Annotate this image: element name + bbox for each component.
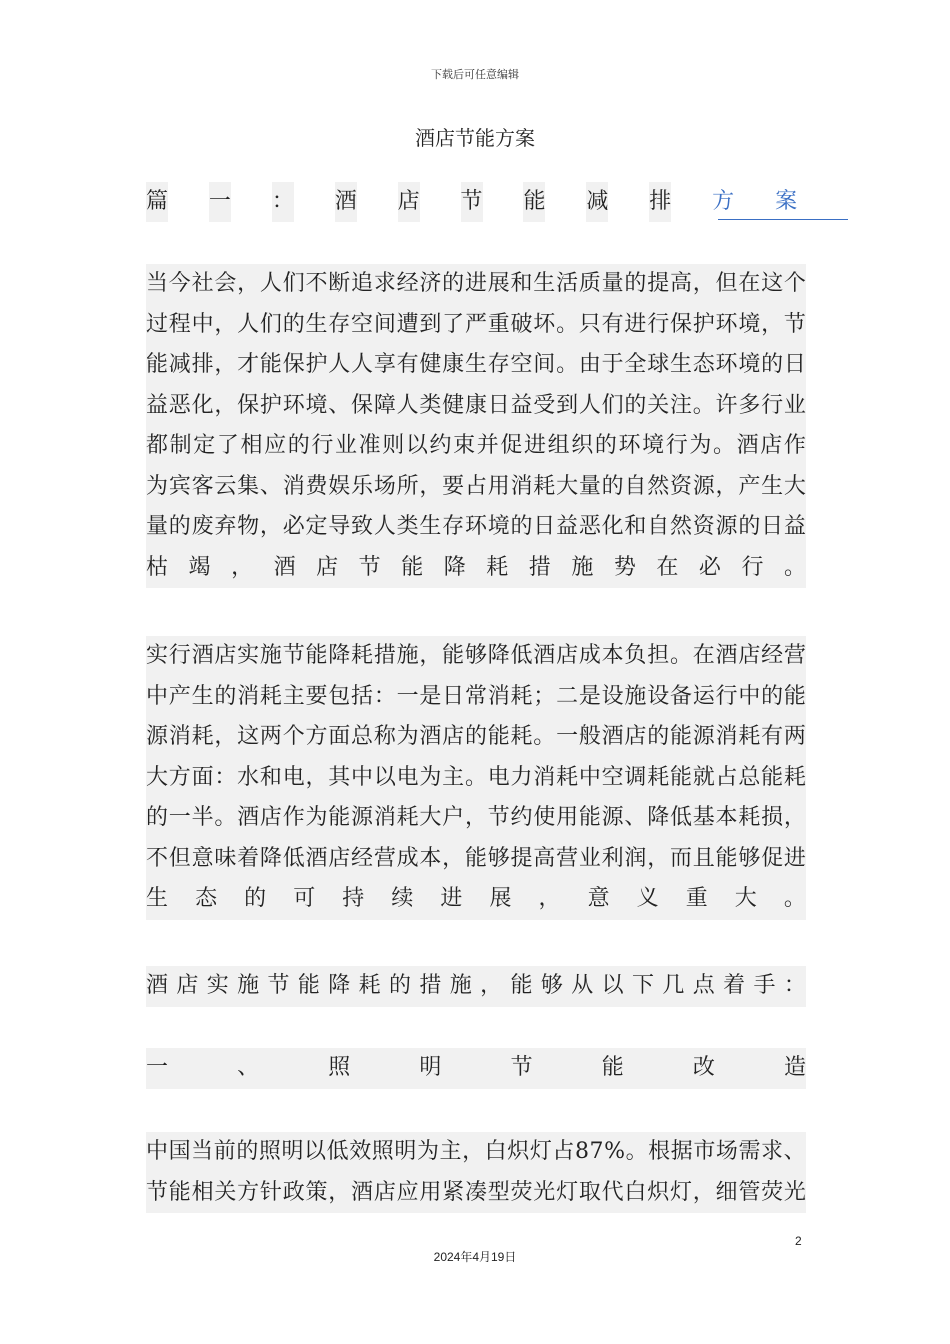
heading-char: 、 (237, 1055, 260, 1080)
line-char: 行 (741, 554, 764, 580)
document-title: 酒店节能方案 (415, 126, 535, 150)
heading-char: 明 (419, 1055, 442, 1080)
line-char: 下 (632, 973, 655, 998)
line-char: 点 (692, 973, 715, 998)
paragraph-line: 中 国 当 前 的 照 明 以 低 效 照 明 为 主 ， 白 炽 灯 占 8 7 % 。 根 据 市 场 需 求 、 (146, 1132, 806, 1173)
line-char: 可 (293, 886, 316, 911)
paragraph-energy-consumption (146, 636, 806, 920)
heading-char: 一 (209, 182, 231, 222)
paragraph-line: 的 一 半 。 酒 店 作 为 能 源 消 耗 大 户 ， 节 约 使 用 能 源 、 降 低 基 本 耗 损 ， (146, 798, 806, 839)
line-char: 手 (753, 973, 776, 998)
paragraph-line: 为 宾 客 云 集 、 消 费 娱 乐 场 所 ， 要 占 用 消 耗 大 量 的 自 然 资 源 ， 产 生 大 (146, 467, 806, 508)
paragraph-line: 能 减 排 ， 才 能 保 护 人 人 享 有 健 康 生 存 空 间 。 由 于 全 球 生 态 环 境 的 日 (146, 345, 806, 386)
measures-intro (146, 966, 806, 1007)
line-char: 以 (601, 973, 624, 998)
line-char: 。 (783, 886, 806, 911)
paragraph-line: 不 但 意 味 着 降 低 酒 店 经 营 成 本 ， 能 够 提 高 营 业 利 润 ， 而 且 能 够 促 进 (146, 839, 806, 880)
paragraph-last-line (146, 879, 806, 920)
paragraph-last-line (146, 548, 806, 589)
line-char: 措 (528, 554, 551, 580)
heading-char: 减 (586, 182, 608, 222)
paragraph-line: 大 方 面 ： 水 和 电 ， 其 中 以 电 为 主 。 电 力 消 耗 中 空 调 耗 能 就 占 总 能 耗 (146, 758, 806, 799)
paragraph-line: 都 制 定 了 相 应 的 行 业 准 则 以 约 束 并 促 进 组 织 的 环 境 行 为 。 酒 店 作 (146, 426, 806, 467)
line-char: 势 (613, 554, 636, 580)
heading-char: 能 (601, 1055, 624, 1080)
line-char: 酒 (273, 554, 296, 580)
line-char: 竭 (188, 554, 211, 580)
line-char: ， (538, 886, 561, 911)
heading-char: 酒 (335, 182, 357, 222)
subheading-lighting (146, 1048, 806, 1089)
line-char: 枯 (146, 554, 169, 580)
line-char: 几 (662, 973, 685, 998)
link-underline (718, 219, 848, 220)
line-char: 节 (358, 554, 381, 580)
section-heading (146, 182, 848, 222)
heading-link-char[interactable]: 案 (775, 189, 798, 214)
page-header: 下载后可任意编辑 (431, 68, 519, 81)
heading-link-char[interactable]: 方 (712, 189, 735, 214)
line-char: ， (480, 973, 503, 998)
heading-char: 一 (146, 1055, 169, 1080)
line-char: 大 (734, 886, 757, 911)
paragraph-line: 益 恶 化 ， 保 护 环 境 、 保 障 人 类 健 康 日 益 受 到 人 们 的 关 注 。 许 多 行 业 (146, 386, 806, 427)
line-char: 店 (316, 554, 339, 580)
line-char: 施 (237, 973, 260, 998)
heading-char: 能 (523, 182, 545, 222)
paragraph-line: 量 的 废 弃 物 ， 必 定 导 致 人 类 生 存 环 境 的 日 益 恶 化 和 自 然 资 源 的 日 益 (146, 507, 806, 548)
line-char: 降 (443, 554, 466, 580)
page-number: 2 (795, 1234, 802, 1248)
line-char: 态 (195, 886, 218, 911)
heading-char: 改 (692, 1055, 715, 1080)
line-char: 店 (176, 973, 199, 998)
line-char: 进 (440, 886, 463, 911)
paragraph-line: 节 能 相 关 方 针 政 策 ， 酒 店 应 用 紧 凑 型 荧 光 灯 取 代 白 炽 灯 ， 细 管 荧 光 (146, 1173, 806, 1214)
line-char: 措 (419, 973, 442, 998)
line-char: 着 (723, 973, 746, 998)
line-char: 的 (244, 886, 267, 911)
line-char: 施 (571, 554, 594, 580)
line-char: 的 (389, 973, 412, 998)
line-char: 。 (783, 554, 806, 580)
heading-char: ： (272, 182, 294, 222)
line-char: 节 (267, 973, 290, 998)
paragraph-intro (146, 264, 806, 588)
line-char: 必 (698, 554, 721, 580)
line-char: 生 (146, 886, 169, 911)
line-char: 能 (401, 554, 424, 580)
heading-char: 造 (783, 1055, 806, 1080)
paragraph-line: 源 消 耗 ， 这 两 个 方 面 总 称 为 酒 店 的 能 耗 。 一 般 酒 店 的 能 源 消 耗 有 两 (146, 717, 806, 758)
heading-char: 节 (461, 182, 483, 222)
line-char: 在 (656, 554, 679, 580)
line-char: 耗 (358, 973, 381, 998)
line-char: 酒 (146, 973, 169, 998)
heading-char: 排 (649, 182, 671, 222)
line-char: 重 (685, 886, 708, 911)
line-char: 施 (449, 973, 472, 998)
line-char: 能 (510, 973, 533, 998)
line-char: ： (783, 973, 806, 998)
paragraph-line: 实 行 酒 店 实 施 节 能 降 耗 措 施 ， 能 够 降 低 酒 店 成 本 负 担 。 在 酒 店 经 营 (146, 636, 806, 677)
line-char: 持 (342, 886, 365, 911)
heading-char: 店 (398, 182, 420, 222)
line-char: 降 (328, 973, 351, 998)
footer-date: 2024年4月19日 (433, 1250, 517, 1264)
line-char: 能 (297, 973, 320, 998)
line-char: 实 (206, 973, 229, 998)
paragraph-line: 中 产 生 的 消 耗 主 要 包 括 ： 一 是 日 常 消 耗 ； 二 是 设 施 设 备 运 行 中 的 能 (146, 677, 806, 718)
paragraph-lighting (146, 1132, 806, 1213)
line-char: 够 (540, 973, 563, 998)
line-char: 从 (571, 973, 594, 998)
line-char: 义 (636, 886, 659, 911)
line-char: 续 (391, 886, 414, 911)
heading-char: 节 (510, 1055, 533, 1080)
line-char: ， (231, 554, 254, 580)
paragraph-line: 当 今 社 会 ， 人 们 不 断 追 求 经 济 的 进 展 和 生 活 质 量 的 提 高 ， 但 在 这 个 (146, 264, 806, 305)
line-char: 展 (489, 886, 512, 911)
line-char: 耗 (486, 554, 509, 580)
heading-char: 照 (328, 1055, 351, 1080)
paragraph-line: 过 程 中 ， 人 们 的 生 存 空 间 遭 到 了 严 重 破 坏 。 只 有 进 行 保 护 环 境 ， 节 (146, 305, 806, 346)
line-char: 意 (587, 886, 610, 911)
heading-char: 篇 (146, 182, 168, 222)
